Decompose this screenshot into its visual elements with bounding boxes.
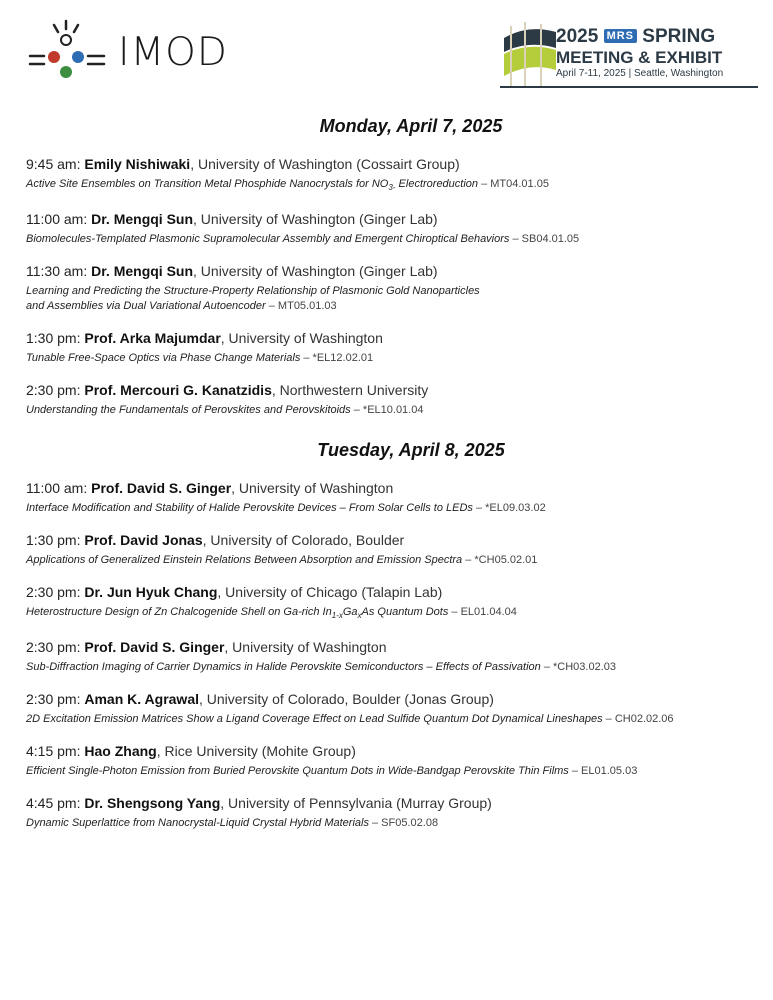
- talk-time: 11:30 am:: [26, 263, 92, 280]
- talk-affiliation: , University of Washington: [231, 480, 394, 497]
- mrs-year: 2025: [556, 26, 599, 47]
- talk-header: [26, 689, 766, 709]
- talk-title-subscript: x: [357, 611, 362, 621]
- talk-affiliation: , University of Colorado, Boulder: [202, 532, 405, 549]
- talk-time: 4:45 pm:: [26, 795, 85, 812]
- talk-title-text: Applications of Generalized Einstein Relations Between Absorption and Emission Spectra: [26, 554, 463, 567]
- talk-title-text-end: Electroreduction: [395, 178, 479, 190]
- session-code: – *EL09.03.02: [472, 502, 546, 515]
- talk-affiliation: , Rice University (Mohite Group): [156, 743, 356, 760]
- talk-item: [26, 689, 766, 727]
- schedule: [26, 112, 766, 831]
- talk-time: 2:30 pm:: [26, 584, 85, 601]
- session-code: – MT05.01.03: [265, 300, 337, 313]
- talk-title-subscript: 1-x: [331, 611, 343, 621]
- talk-title-text: Heterostructure Design of Zn Chalcogenide Shell on Ga-rich In: [26, 606, 332, 619]
- talk-time: 2:30 pm:: [26, 691, 85, 708]
- talk-title: [26, 351, 766, 366]
- talk-speaker: Dr. Mengqi Sun: [91, 263, 194, 280]
- mrs-swoosh-icon: [500, 18, 560, 88]
- talk-item: [26, 154, 766, 195]
- mrs-dates-location: April 7-11, 2025 | Seattle, Washington: [556, 68, 724, 79]
- talk-title: [26, 764, 766, 779]
- talk-item: [26, 741, 766, 779]
- talk-speaker: Prof. Arka Majumdar: [84, 330, 221, 347]
- talk-time: 11:00 am:: [26, 211, 92, 228]
- session-code: – EL01.04.04: [448, 606, 517, 619]
- talk-speaker: Prof. David S. Ginger: [84, 639, 225, 656]
- session-code: – *CH05.02.01: [462, 554, 538, 567]
- talk-title-text: Understanding the Fundamentals of Perovskites and Perovskitoids: [26, 404, 351, 417]
- talk-title: [26, 501, 766, 516]
- talk-title: [26, 816, 766, 831]
- talk-item: [26, 793, 766, 831]
- talk-header: [26, 478, 766, 498]
- talk-item: [26, 328, 766, 366]
- session-code: – *CH03.02.03: [540, 661, 616, 674]
- session-code: – *EL10.01.04: [350, 404, 424, 417]
- talk-time: 1:30 pm:: [26, 532, 85, 549]
- talk-affiliation: , University of Washington (Cossairt Group): [190, 156, 460, 172]
- talk-time: 4:15 pm:: [26, 743, 85, 760]
- session-code: – EL01.05.03: [568, 765, 638, 778]
- talk-title-text-mid: Ga: [342, 606, 358, 619]
- talk-header: [26, 637, 766, 657]
- talk-affiliation: , University of Washington: [224, 639, 387, 656]
- talk-title: [26, 284, 766, 299]
- talk-title-text: Sub-Diffraction Imaging of Carrier Dynamics in Halide Perovskite Semiconductors – Effects of Passivation: [26, 661, 541, 674]
- talk-time: 2:30 pm:: [26, 639, 85, 656]
- talk-item: [26, 582, 766, 623]
- session-code: – SF05.02.08: [368, 817, 439, 830]
- session-code: – CH02.02.06: [602, 713, 674, 726]
- session-code: – *EL12.02.01: [300, 352, 374, 365]
- talk-title: [26, 660, 766, 675]
- talk-item: [26, 209, 766, 247]
- talk-time: 2:30 pm:: [26, 382, 85, 399]
- talk-header: [26, 741, 766, 761]
- page-header: [0, 0, 773, 100]
- session-code: – SB04.01.05: [509, 233, 580, 246]
- talk-title-text: Efficient Single-Photon Emission from Buried Perovskite Quantum Dots in Wide-Bandgap Perovskite Thin Films: [26, 765, 569, 778]
- imod-molecule-icon: [28, 18, 110, 80]
- talk-title-text: Tunable Free-Space Optics via Phase Change Materials: [26, 352, 301, 365]
- talk-speaker: Prof. Mercouri G. Kanatzidis: [84, 382, 272, 399]
- talk-header: [26, 328, 766, 348]
- talk-header: [26, 793, 766, 813]
- talk-speaker: Dr. Jun Hyuk Chang: [84, 584, 218, 601]
- talk-title-subscript: 3-: [388, 183, 396, 193]
- talk-affiliation: , University of Washington: [220, 330, 383, 347]
- talk-affiliation: , University of Washington (Ginger Lab): [193, 263, 438, 280]
- talk-affiliation: , Northwestern University: [271, 382, 429, 399]
- talk-title: [26, 712, 766, 727]
- talk-header: [26, 261, 766, 281]
- talk-item: [26, 637, 766, 675]
- session-code: – MT04.01.05: [478, 178, 549, 190]
- day-heading: Monday, April 7, 2025: [319, 116, 503, 136]
- talk-title-text: 2D Excitation Emission Matrices Show a Ligand Coverage Effect on Lead Sulfide Quantum Dot Dynamical Lineshapes: [26, 713, 603, 726]
- talk-title-continued: [26, 299, 766, 314]
- talk-title: [26, 553, 766, 568]
- mrs-divider: [500, 86, 758, 88]
- day-heading: Tuesday, April 8, 2025: [317, 440, 505, 461]
- imod-logo: [28, 18, 228, 80]
- talk-title-text: Dynamic Superlattice from Nanocrystal-Liquid Crystal Hybrid Materials: [26, 817, 369, 830]
- talk-title: [26, 232, 766, 247]
- talk-header: [26, 209, 766, 229]
- talk-item: [26, 380, 766, 418]
- talk-title-text: Active Site Ensembles on Transition Metal Phosphide Nanocrystals for NO: [26, 178, 389, 190]
- talk-title: [26, 403, 766, 418]
- talk-title-text: Learning and Predicting the Structure-Property Relationship of Plasmonic Gold Nanoparticles: [26, 285, 480, 298]
- talk-title-text: Interface Modification and Stability of Halide Perovskite Devices – From Solar Cells to LEDs: [26, 502, 473, 515]
- mrs-title-line: [556, 26, 715, 48]
- talk-time: 11:00 am:: [26, 480, 92, 497]
- talk-affiliation: , University of Colorado, Boulder (Jonas Group): [199, 691, 494, 708]
- talk-time: 1:30 pm:: [26, 330, 85, 347]
- talk-header: [26, 380, 766, 400]
- talk-speaker: Emily Nishiwaki: [84, 156, 191, 172]
- talk-title-text: and Assemblies via Dual Variational Autoencoder: [26, 300, 266, 313]
- talk-title-text-end: As Quantum Dots: [361, 606, 449, 619]
- mrs-badge: MRS: [604, 29, 637, 43]
- talk-title-text: Biomolecules-Templated Plasmonic Supramolecular Assembly and Emergent Chiroptical Behaviors: [26, 233, 510, 246]
- talk-affiliation: , University of Chicago (Talapin Lab): [217, 584, 443, 601]
- talk-title: [26, 605, 766, 623]
- talk-item: [26, 261, 766, 314]
- talk-speaker: Dr. Mengqi Sun: [91, 211, 194, 228]
- mrs-meeting-logo: [500, 18, 762, 90]
- talk-item: [26, 478, 766, 516]
- talk-title: [26, 177, 766, 195]
- talk-speaker: Hao Zhang: [84, 743, 157, 760]
- imod-logo-text: IMOD: [118, 29, 228, 75]
- talk-item: [26, 530, 766, 568]
- talk-header: [26, 154, 766, 174]
- talk-time: 9:45 am:: [26, 156, 85, 172]
- talk-header: [26, 582, 766, 602]
- talk-header: [26, 530, 766, 550]
- talk-speaker: Prof. David S. Ginger: [91, 480, 232, 497]
- mrs-season: SPRING: [642, 26, 716, 47]
- mrs-event: MEETING & EXHIBIT: [556, 48, 723, 67]
- talk-speaker: Aman K. Agrawal: [84, 691, 199, 708]
- talk-speaker: Prof. David Jonas: [84, 532, 203, 549]
- talk-speaker: Dr. Shengsong Yang: [84, 795, 221, 812]
- talk-affiliation: , University of Washington (Ginger Lab): [193, 211, 438, 228]
- talk-affiliation: , University of Pennsylvania (Murray Group): [220, 795, 492, 812]
